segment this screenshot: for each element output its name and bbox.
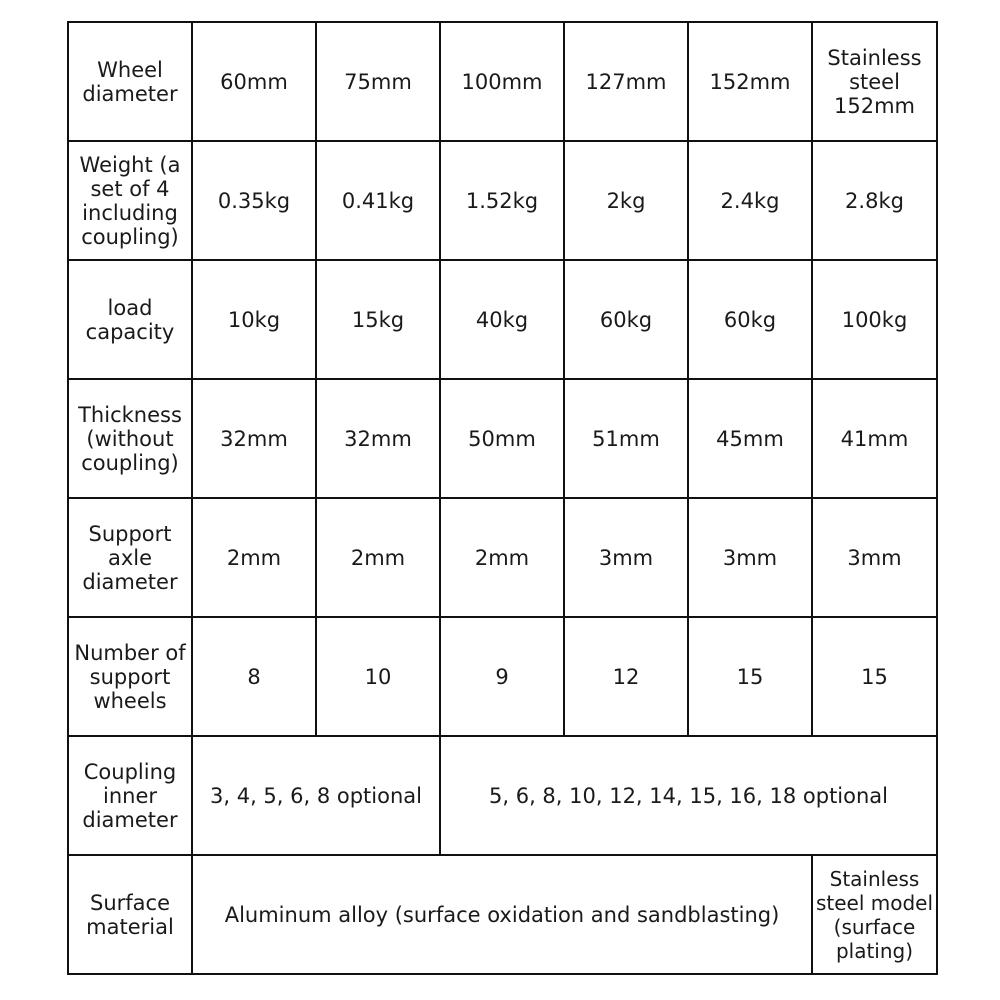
row-header-text: load capacity bbox=[85, 295, 175, 344]
cell-value: 75mm bbox=[316, 22, 440, 141]
cell-value: 8 bbox=[192, 617, 316, 736]
row-header-weight bbox=[68, 141, 192, 260]
cell-value: 2mm bbox=[440, 498, 564, 617]
row-header-support-axle-diameter bbox=[68, 498, 192, 617]
spec-table bbox=[67, 21, 938, 975]
cell-value: 3mm bbox=[812, 498, 937, 617]
cell-value: 127mm bbox=[564, 22, 688, 141]
cell-value: 60kg bbox=[688, 260, 812, 379]
cell-value: 15 bbox=[812, 617, 937, 736]
cell-value: 32mm bbox=[192, 379, 316, 498]
row-header-coupling-inner-diameter bbox=[68, 736, 192, 855]
row-header-thickness bbox=[68, 379, 192, 498]
cell-value: 3mm bbox=[688, 498, 812, 617]
row-thickness bbox=[68, 379, 937, 498]
cell-value: 1.52kg bbox=[440, 141, 564, 260]
cell-value: 60kg bbox=[564, 260, 688, 379]
row-header-support-wheels bbox=[68, 617, 192, 736]
cell-value: 32mm bbox=[316, 379, 440, 498]
row-header-text: Surface material bbox=[86, 890, 174, 939]
row-support-wheels bbox=[68, 617, 937, 736]
cell-value: 2.8kg bbox=[812, 141, 937, 260]
cell-value: 10kg bbox=[192, 260, 316, 379]
cell-value: 51mm bbox=[564, 379, 688, 498]
row-header-text: Weight (a set of 4 including coupling) bbox=[79, 152, 181, 249]
cell-value: 50mm bbox=[440, 379, 564, 498]
cell-value: 15kg bbox=[316, 260, 440, 379]
row-header-load-capacity bbox=[68, 260, 192, 379]
row-coupling-inner-diameter bbox=[68, 736, 937, 855]
row-weight bbox=[68, 141, 937, 260]
row-header-text: Wheel diameter bbox=[82, 57, 178, 106]
cell-surface-aluminum: Aluminum alloy (surface oxidation and sandblasting) bbox=[192, 855, 812, 974]
row-header-text: Support axle diameter bbox=[82, 521, 178, 594]
cell-value: 100kg bbox=[812, 260, 937, 379]
row-header-text: Thickness (without coupling) bbox=[78, 402, 182, 475]
cell-value: 45mm bbox=[688, 379, 812, 498]
cell-value: 0.41kg bbox=[316, 141, 440, 260]
cell-value: 2kg bbox=[564, 141, 688, 260]
cell-value: 2mm bbox=[192, 498, 316, 617]
cell-value: 3mm bbox=[564, 498, 688, 617]
cell-value: Stainless steel 152mm bbox=[812, 22, 937, 141]
cell-value: 40kg bbox=[440, 260, 564, 379]
cell-value: 2.4kg bbox=[688, 141, 812, 260]
row-surface-material bbox=[68, 855, 937, 974]
cell-value: 12 bbox=[564, 617, 688, 736]
cell-coupling-large: 5, 6, 8, 10, 12, 14, 15, 16, 18 optional bbox=[440, 736, 937, 855]
cell-value: 2mm bbox=[316, 498, 440, 617]
cell-value: 100mm bbox=[440, 22, 564, 141]
cell-value: 9 bbox=[440, 617, 564, 736]
cell-coupling-small: 3, 4, 5, 6, 8 optional bbox=[192, 736, 440, 855]
row-header-wheel-diameter bbox=[68, 22, 192, 141]
cell-value: 0.35kg bbox=[192, 141, 316, 260]
row-support-axle-diameter bbox=[68, 498, 937, 617]
cell-value: 41mm bbox=[812, 379, 937, 498]
row-header-surface-material bbox=[68, 855, 192, 974]
row-load-capacity bbox=[68, 260, 937, 379]
cell-value: 152mm bbox=[688, 22, 812, 141]
cell-value: 10 bbox=[316, 617, 440, 736]
row-header-text: Coupling inner diameter bbox=[82, 759, 178, 832]
cell-surface-stainless: Stainless steel model (surface plating) bbox=[812, 855, 937, 974]
cell-value: 15 bbox=[688, 617, 812, 736]
row-wheel-diameter bbox=[68, 22, 937, 141]
cell-value: 60mm bbox=[192, 22, 316, 141]
row-header-text: Number of support wheels bbox=[74, 640, 186, 713]
